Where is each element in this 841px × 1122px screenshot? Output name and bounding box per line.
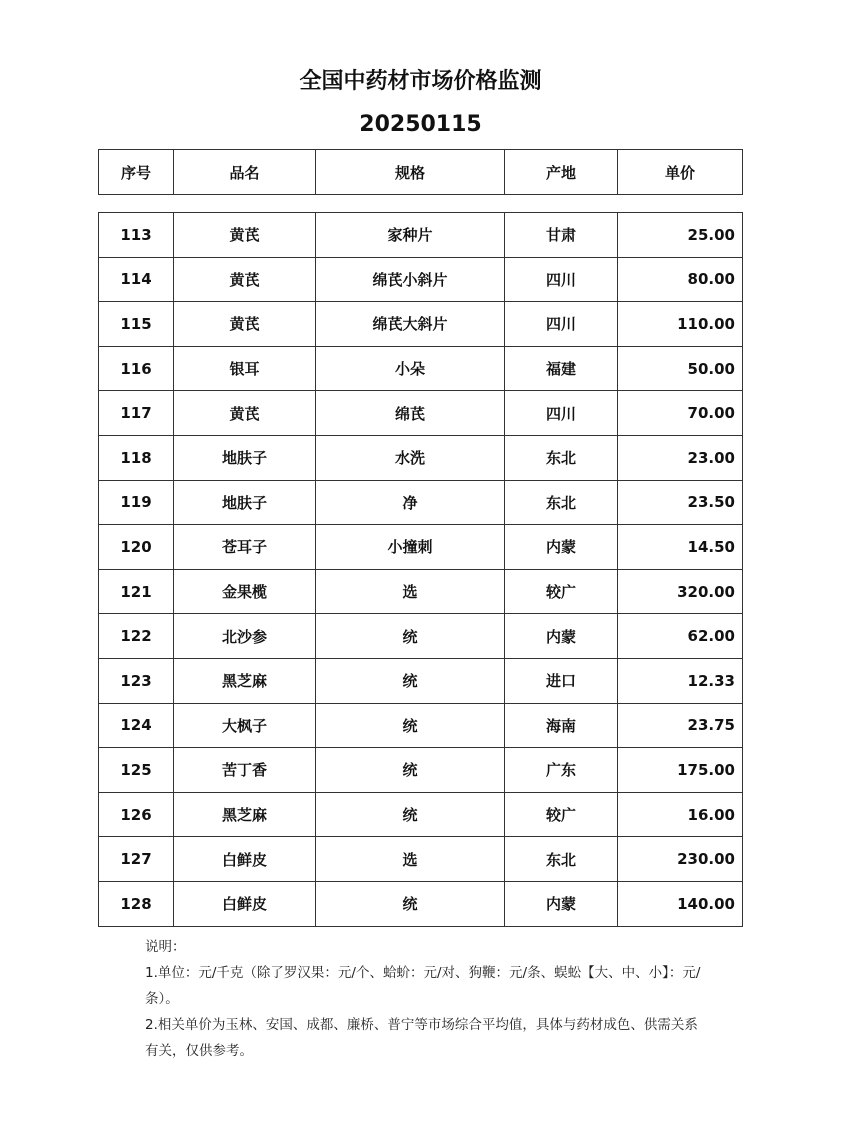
table-row <box>99 302 743 347</box>
table-row <box>99 391 743 436</box>
cell-name: 白鲜皮 <box>174 837 316 882</box>
notes-heading: 说明： <box>145 939 186 955</box>
cell-price: 62.00 <box>618 614 743 659</box>
price-table-header <box>98 149 743 195</box>
cell-origin: 福建 <box>505 346 618 391</box>
header-row <box>99 150 743 195</box>
cell-price: 12.33 <box>618 658 743 703</box>
table-row <box>99 658 743 703</box>
cell-price: 23.75 <box>618 703 743 748</box>
cell-index: 126 <box>99 792 174 837</box>
notes-line-1: 1.单位：元/千克（除了罗汉果：元/个、蛤蚧：元/对、狗鞭：元/条、蜈蚣【大、中、小】：元/条）。 <box>145 965 701 1007</box>
notes-line-2: 2.相关单价为玉林、安国、成都、廉桥、普宁等市场综合平均值，具体与药材成色、供需关系有关，仅供参考。 <box>145 1017 698 1059</box>
table-row <box>99 435 743 480</box>
cell-name: 黄芪 <box>174 257 316 302</box>
cell-spec: 家种片 <box>316 213 505 258</box>
cell-spec: 统 <box>316 703 505 748</box>
table-row <box>99 525 743 570</box>
cell-name: 大枫子 <box>174 703 316 748</box>
cell-index: 120 <box>99 525 174 570</box>
cell-origin: 较广 <box>505 792 618 837</box>
cell-index: 114 <box>99 257 174 302</box>
cell-index: 119 <box>99 480 174 525</box>
table-row <box>99 257 743 302</box>
cell-name: 苦丁香 <box>174 748 316 793</box>
cell-name: 银耳 <box>174 346 316 391</box>
cell-name: 北沙参 <box>174 614 316 659</box>
cell-origin: 进口 <box>505 658 618 703</box>
cell-price: 80.00 <box>618 257 743 302</box>
table-row <box>99 614 743 659</box>
cell-price: 175.00 <box>618 748 743 793</box>
cell-spec: 统 <box>316 881 505 926</box>
cell-index: 117 <box>99 391 174 436</box>
cell-price: 16.00 <box>618 792 743 837</box>
cell-origin: 内蒙 <box>505 614 618 659</box>
cell-name: 黄芪 <box>174 391 316 436</box>
cell-price: 14.50 <box>618 525 743 570</box>
cell-spec: 水洗 <box>316 435 505 480</box>
cell-name: 地肤子 <box>174 435 316 480</box>
cell-price: 110.00 <box>618 302 743 347</box>
column-header-origin: 产地 <box>505 150 618 195</box>
table-row <box>99 213 743 258</box>
cell-name: 黄芪 <box>174 302 316 347</box>
cell-origin: 东北 <box>505 480 618 525</box>
cell-origin: 四川 <box>505 391 618 436</box>
table-row <box>99 748 743 793</box>
report-date: 20250115 <box>359 112 482 137</box>
table-row <box>99 346 743 391</box>
cell-price: 140.00 <box>618 881 743 926</box>
cell-spec: 绵芪 <box>316 391 505 436</box>
cell-spec: 绵芪大斜片 <box>316 302 505 347</box>
cell-index: 128 <box>99 881 174 926</box>
cell-origin: 内蒙 <box>505 525 618 570</box>
cell-origin: 东北 <box>505 435 618 480</box>
cell-name: 黄芪 <box>174 213 316 258</box>
page-title: 全国中药材市场价格监测 <box>299 69 542 94</box>
notes <box>145 934 705 1064</box>
cell-name: 白鲜皮 <box>174 881 316 926</box>
cell-index: 125 <box>99 748 174 793</box>
price-table-body <box>99 213 743 927</box>
cell-origin: 广东 <box>505 748 618 793</box>
cell-spec: 小撞刺 <box>316 525 505 570</box>
cell-name: 金果榄 <box>174 569 316 614</box>
cell-spec: 净 <box>316 480 505 525</box>
table-row <box>99 881 743 926</box>
cell-index: 116 <box>99 346 174 391</box>
cell-index: 115 <box>99 302 174 347</box>
cell-origin: 甘肃 <box>505 213 618 258</box>
cell-index: 118 <box>99 435 174 480</box>
cell-price: 230.00 <box>618 837 743 882</box>
cell-index: 122 <box>99 614 174 659</box>
cell-price: 23.50 <box>618 480 743 525</box>
cell-spec: 统 <box>316 658 505 703</box>
cell-name: 黑芝麻 <box>174 792 316 837</box>
cell-origin: 东北 <box>505 837 618 882</box>
cell-name: 黑芝麻 <box>174 658 316 703</box>
cell-spec: 选 <box>316 837 505 882</box>
cell-price: 25.00 <box>618 213 743 258</box>
column-header-spec: 规格 <box>316 150 505 195</box>
cell-price: 23.00 <box>618 435 743 480</box>
table-row <box>99 569 743 614</box>
cell-origin: 内蒙 <box>505 881 618 926</box>
cell-price: 320.00 <box>618 569 743 614</box>
price-table <box>98 212 743 927</box>
cell-spec: 选 <box>316 569 505 614</box>
cell-origin: 四川 <box>505 302 618 347</box>
cell-origin: 四川 <box>505 257 618 302</box>
cell-spec: 小朵 <box>316 346 505 391</box>
cell-spec: 统 <box>316 748 505 793</box>
cell-price: 70.00 <box>618 391 743 436</box>
cell-index: 121 <box>99 569 174 614</box>
cell-index: 123 <box>99 658 174 703</box>
cell-origin: 较广 <box>505 569 618 614</box>
cell-name: 苍耳子 <box>174 525 316 570</box>
cell-name: 地肤子 <box>174 480 316 525</box>
cell-spec: 统 <box>316 614 505 659</box>
column-header-index: 序号 <box>99 150 174 195</box>
cell-spec: 绵芪小斜片 <box>316 257 505 302</box>
cell-spec: 统 <box>316 792 505 837</box>
table-row <box>99 792 743 837</box>
table-row <box>99 837 743 882</box>
cell-index: 124 <box>99 703 174 748</box>
cell-price: 50.00 <box>618 346 743 391</box>
column-header-name: 品名 <box>174 150 316 195</box>
table-row <box>99 703 743 748</box>
column-header-price: 单价 <box>618 150 743 195</box>
cell-index: 127 <box>99 837 174 882</box>
cell-index: 113 <box>99 213 174 258</box>
table-row <box>99 480 743 525</box>
cell-origin: 海南 <box>505 703 618 748</box>
